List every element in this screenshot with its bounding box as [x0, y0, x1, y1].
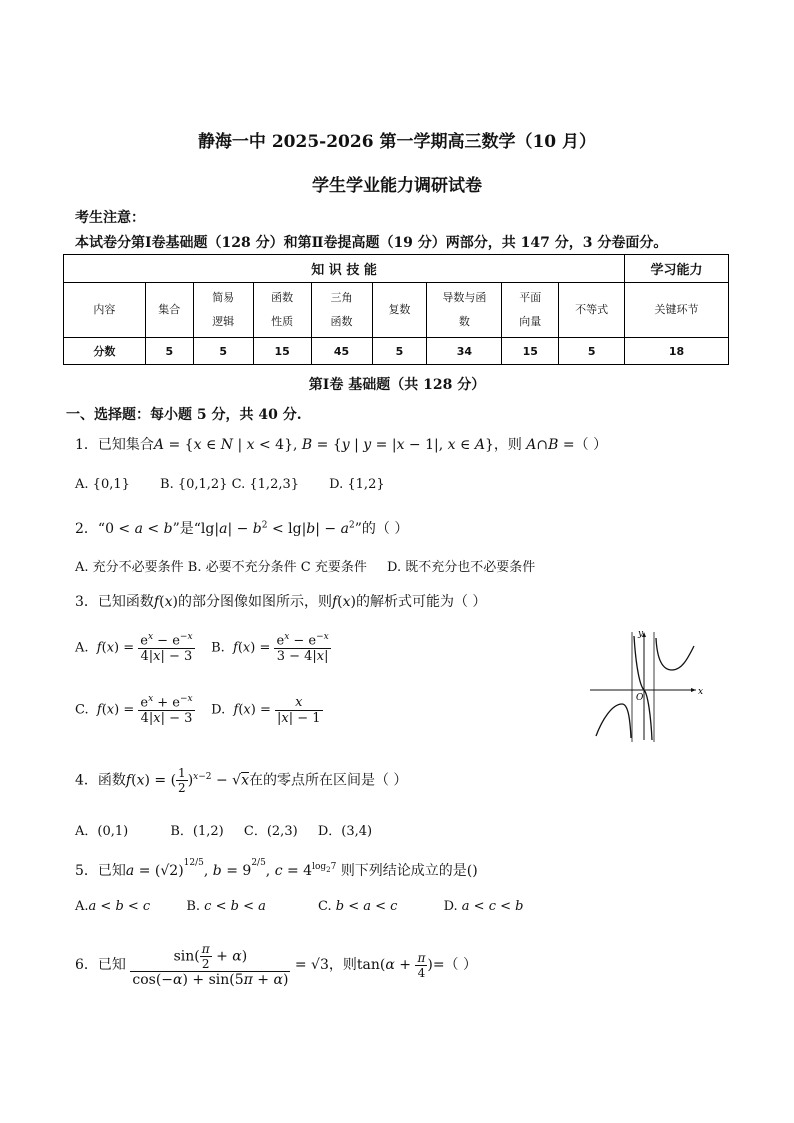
- question-2-options: A. 充分不必要条件 B. 必要不充分条件 C 充要条件 D. 既不充分也不必要条件: [75, 560, 536, 575]
- table-header-cell: 不等式: [559, 283, 625, 338]
- question-6: 6．已知 sin( $\frac{\pi}{2}$ + α) cos(−α) + sin(5π + α) = √3，则tan(α + $\frac{\pi}{4}$ )=（ ）: [75, 942, 477, 988]
- curve-right: [656, 638, 694, 670]
- table-score-cell: 5: [559, 338, 625, 365]
- x-axis-label: x: [698, 687, 704, 697]
- table-score-cell: 15: [253, 338, 311, 365]
- table-score-cell: 5: [145, 338, 193, 365]
- table-score-cell: 5: [372, 338, 427, 365]
- table-header-cell: 函数性质: [253, 283, 311, 338]
- question-3: 3．已知函数f(x)的部分图像如图所示，则f(x)的解析式可能为（ ）: [75, 594, 487, 610]
- table-score-cell: 34: [427, 338, 502, 365]
- question-3-options-ab: A. f(x) = $\frac{e^x - e^{-x}}{4|x| - 3}$ B. f(x) = $\frac{e^x - e^{-x}}{3 - 4|x|}$: [75, 632, 329, 665]
- curve-left: [596, 704, 631, 738]
- x-axis-arrow: [691, 688, 696, 692]
- y-axis-label: y: [638, 629, 644, 639]
- table-header-cell: 关键环节: [625, 283, 729, 338]
- page-subtitle: 学生学业能力调研试卷: [312, 176, 482, 196]
- table-header-cell: 平面向量: [502, 283, 559, 338]
- question-1: 1．已知集合A = {x ∈ N | x < 4}, B = {y | y = |x − 1|, x ∈ A}，则 A∩B =（ ）: [75, 437, 608, 453]
- notice-text: 本试卷分第Ⅰ卷基础题（128 分）和第Ⅱ卷提高题（19 分）两部分，共 147 分，3 分卷面分。: [75, 235, 668, 251]
- question-4-options: A．(0,1) B．(1,2) C．(2,3) D．(3,4): [75, 824, 373, 839]
- question-1-options: A. {0,1} B. {0,1,2} C. {1,2,3} D. {1,2}: [75, 477, 385, 492]
- function-graph: [588, 628, 706, 744]
- table-header-cell: 简易逻辑: [193, 283, 253, 338]
- origin-label: O: [636, 693, 644, 703]
- table-header-cell: 三角函数: [311, 283, 372, 338]
- curve-middle: [634, 636, 652, 740]
- table-header-cell: 复数: [372, 283, 427, 338]
- question-3-options-cd: C. f(x) = $\frac{e^x + e^{-x}}{4|x| - 3}$ D. f(x) = $\frac{x}{|x| - 1}$: [75, 694, 321, 727]
- table-group-ability: 学习能力: [625, 255, 729, 283]
- table-header-cell: 导数与函数: [427, 283, 502, 338]
- question-5-options: A.a < b < c B. c < b < a C. b < a < c D. a < c < b: [75, 899, 524, 914]
- table-header-cell: 集合: [145, 283, 193, 338]
- table-score-cell: 45: [311, 338, 372, 365]
- section-title: 第Ⅰ卷 基础题（共 128 分）: [308, 377, 486, 393]
- part-title: 一、选择题：每小题 5 分，共 40 分.: [66, 407, 302, 423]
- score-table: [63, 254, 729, 365]
- question-5: 5．已知$a = (√2)^{12/5}$, $b = 9^{2/5}$, $c = 4^{log_27}$ 则下列结论成立的是(): [75, 858, 478, 879]
- table-group-knowledge: 知 识 技 能: [64, 255, 625, 283]
- table-score-cell: 5: [193, 338, 253, 365]
- table-score-cell: 15: [502, 338, 559, 365]
- question-2: 2．“0 < a < b”是“$\lg|a| - b^2 < \lg|b| - a^2$”的（ ）: [75, 520, 409, 537]
- table-row-label-score: 分数: [64, 338, 146, 365]
- table-row-label-content: 内容: [64, 283, 146, 338]
- question-4: 4．函数f(x) = ( $\frac{1}{2}$ )$^{x-2}$ − √x在的零点所在区间是（ ）: [75, 766, 408, 795]
- page-title: 静海一中 2025-2026 第一学期高三数学（10 月）: [197, 132, 597, 152]
- notice-label: 考生注意：: [75, 210, 145, 226]
- table-score-cell: 18: [625, 338, 729, 365]
